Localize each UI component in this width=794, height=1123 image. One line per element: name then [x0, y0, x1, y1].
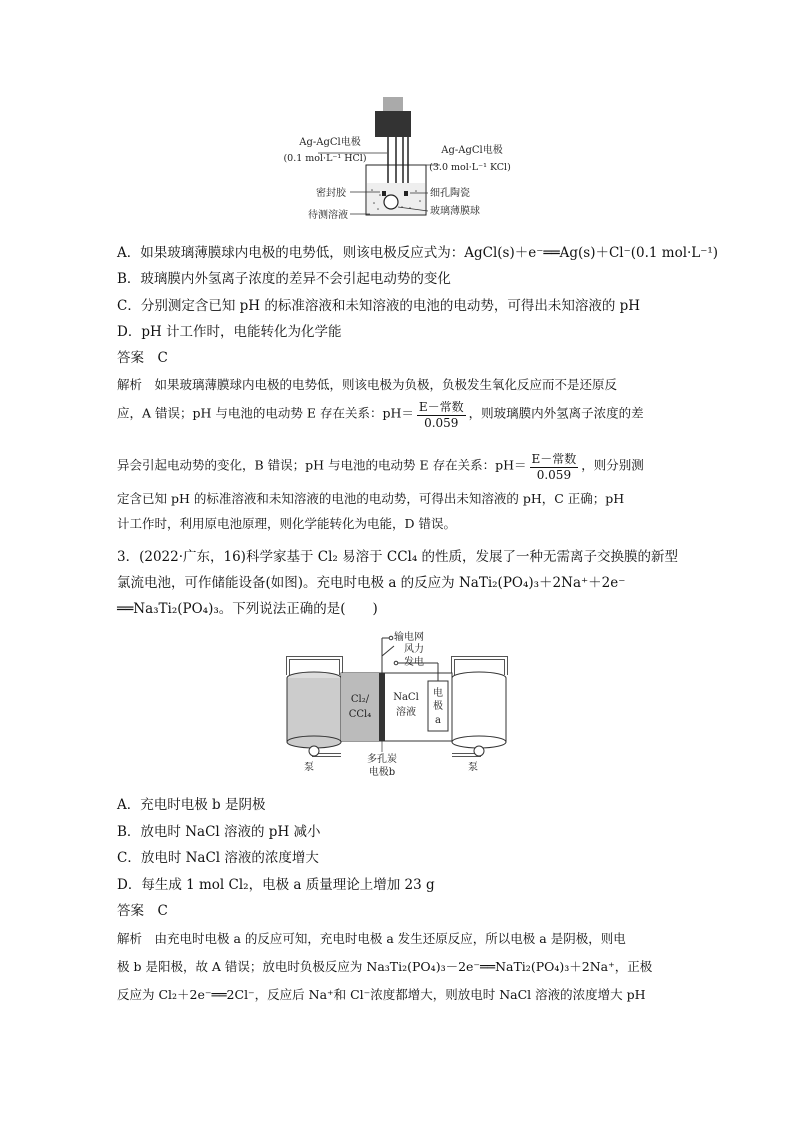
- electrode-a-label-3: a: [435, 715, 441, 726]
- left-tank: [287, 678, 341, 742]
- q2-option-c: C．分别测定含已知 pH 的标准溶液和未知溶液的电池的电动势，可得出未知溶液的 pH: [117, 298, 641, 314]
- wind-label-2: 发电: [404, 657, 424, 668]
- right-tank: [452, 678, 506, 742]
- q2-explanation-line4: 定含已知 pH 的标准溶液和未知溶液的电池的电动势，可得出未知溶液的 pH，C 正确；pH: [117, 491, 625, 506]
- left-electrode-conc: (0.1 mol·L⁻¹ HCl): [283, 153, 367, 164]
- q2-explanation-line1: 解析 如果玻璃薄膜球内电极的电势低，则该电极为负极，负极发生氧化反应而不是还原反: [117, 377, 618, 392]
- carbon-label-2: 电极b: [368, 767, 396, 778]
- q2-explanation-line3: 异会引起电动势的变化，B 错误；pH 与电池的电动势 E 存在关系：pH＝ $\frac{\text{E－常数}}{0.059}$ ，则分别测: [117, 452, 644, 482]
- right-pump-label: 泵: [468, 762, 478, 773]
- right-pump: [474, 746, 484, 756]
- solution-label: 溶液: [396, 707, 416, 718]
- q2-option-d: D．pH 计工作时，电能转化为化学能: [117, 324, 342, 340]
- q3-explanation-line1: 解析 由充电时电极 a 的反应可知，充电时电极 a 发生还原反应，所以电极 a 是阴极，则电: [117, 931, 626, 946]
- glass-bulb: [384, 195, 398, 209]
- q3-option-b: B．放电时 NaCl 溶液的 pH 减小: [117, 824, 321, 840]
- q3-option-d: D．每生成 1 mol Cl₂，电极 a 质量理论上增加 23 g: [117, 877, 435, 893]
- q3-option-c: C．放电时 NaCl 溶液的浓度增大: [117, 850, 319, 866]
- grid-label: 输电网: [394, 632, 424, 643]
- electrode-cap: [375, 111, 411, 137]
- electrode-a-label-2: 极: [433, 701, 443, 712]
- seal-label: 密封胶: [316, 188, 346, 199]
- q3-stem-line2: 氯流电池，可作储能设备(如图)。充电时电极 a 的反应为 NaTi₂(PO₄)₃＋2Na⁺＋2e⁻: [117, 575, 626, 591]
- q2-explanation-line5: 计工作时，利用原电池原理，则化学能转化为电能，D 错误。: [117, 516, 456, 531]
- cl2-ccl4-compartment: [341, 673, 379, 741]
- q2-option-b: B．玻璃膜内外氢离子浓度的差异不会引起电动势的变化: [117, 271, 451, 287]
- connector-top: [383, 97, 403, 111]
- ceramic-label: 细孔陶瓷: [430, 188, 470, 199]
- left-pump: [309, 746, 319, 756]
- left-electrode-label: Ag-AgCl电极: [299, 137, 361, 148]
- porous-carbon-electrode: [379, 673, 385, 741]
- q2-option-a: A．如果玻璃薄膜球内电极的电势低，则该电极反应式为：AgCl(s)＋e⁻══Ag(s)＋Cl⁻(0.1 mol·L⁻¹): [117, 245, 719, 261]
- flow-battery-figure: [278, 628, 528, 778]
- q3-explanation-line2: 极 b 是阳极，故 A 错误；放电时负极反应为 Na₃Ti₂(PO₄)₃－2e⁻══NaTi₂(PO₄)₃＋2Na⁺，正极: [117, 959, 653, 974]
- wind-label-1: 风力: [404, 644, 424, 655]
- q3-stem-line3: ══Na₃Ti₂(PO₄)₃。下列说法正确的是( ): [117, 601, 378, 617]
- electrode-a-label-1: 电: [433, 688, 443, 699]
- ccl4-label: CCl₄: [348, 709, 372, 720]
- left-pump-label: 泵: [304, 762, 314, 773]
- carbon-label-1: 多孔炭: [367, 754, 397, 765]
- q2-answer: 答案 C: [117, 350, 168, 366]
- q3-answer: 答案 C: [117, 903, 168, 919]
- solution-label: 待测溶液: [308, 210, 348, 221]
- right-electrode-conc: (3.0 mol·L⁻¹ KCl): [429, 162, 511, 173]
- q3-option-a: A．充电时电极 b 是阴极: [117, 797, 266, 813]
- right-electrode-label: Ag-AgCl电极: [441, 145, 503, 156]
- nacl-label: NaCl: [393, 692, 419, 703]
- q3-stem-line1: 3．(2022·广东，16)科学家基于 Cl₂ 易溶于 CCl₄ 的性质，发展了一种无需离子交换膜的新型: [117, 549, 679, 565]
- q2-explanation-line2: 应，A 错误；pH 与电池的电动势 E 存在关系：pH＝ $\frac{\text{E－常数}}{0.059}$ ，则玻璃膜内外氢离子浓度的差: [117, 400, 644, 430]
- cl2-label: Cl₂/: [350, 694, 370, 705]
- formula-fraction: $\frac{\text{E－常数}}{0.059}$: [418, 400, 464, 430]
- formula-fraction: $\frac{\text{E－常数}}{0.059}$: [531, 452, 577, 482]
- glass-bulb-label: 玻璃薄膜球: [430, 206, 480, 217]
- q3-explanation-line3: 反应为 Cl₂＋2e⁻══2Cl⁻，反应后 Na⁺和 Cl⁻浓度都增大，则放电时 NaCl 溶液的浓度增大 pH: [117, 987, 646, 1002]
- ph-meter-figure: [270, 95, 540, 235]
